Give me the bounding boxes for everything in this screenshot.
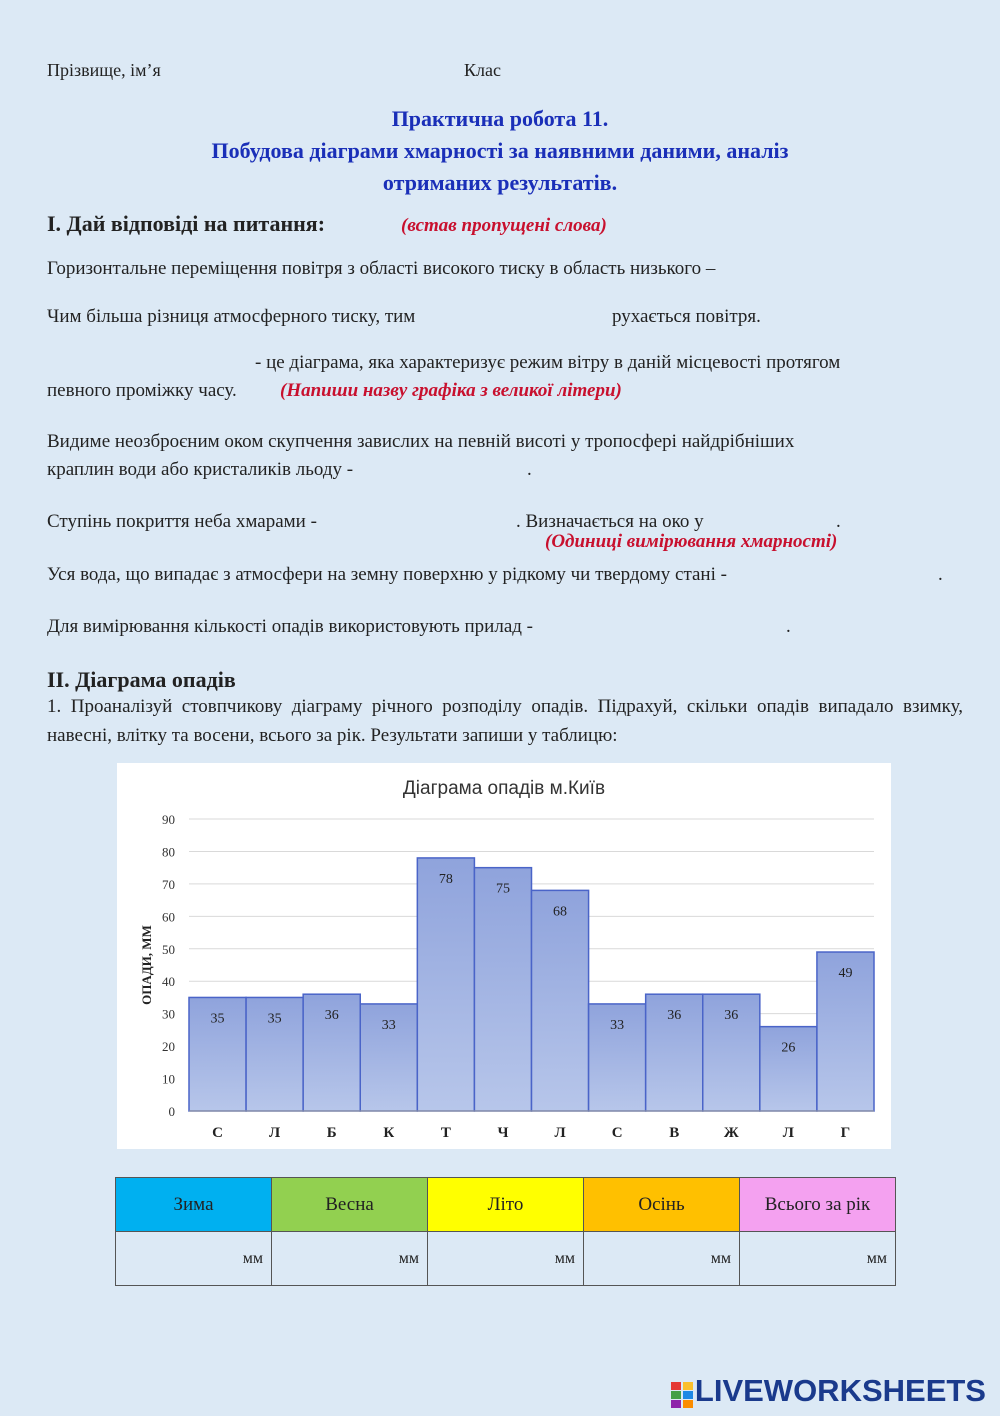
y-tick-label: 70 [162,876,175,892]
section1-heading: І. Дай відповіді на питання: [47,211,326,236]
season-header-4: Всього за рік [740,1178,896,1232]
y-tick-label: 10 [162,1071,175,1087]
bar-value-label: 75 [495,881,510,897]
x-tick-label: Л [782,1125,794,1141]
page-title: Практична робота 11. [391,106,609,131]
liveworksheets-icon [671,1380,693,1406]
precipitation-chart-svg [117,763,891,1149]
section2-task: 1. Проаналізуй стовпчикову діаграму річного розподілу опадів. Підрахуй, скільки опадів випадало взимку, навесні, влітку та восени, всього за рік. Результати запиши у таблицю: [47,696,963,746]
question-4-end: . [527,459,532,480]
question-7-end: . [786,616,791,637]
y-tick-label: 80 [162,844,175,860]
answer-2-input[interactable] [487,305,609,329]
season-header-2: Літо [428,1178,584,1232]
season-value-input[interactable] [139,1249,243,1269]
season-header-0: Зима [116,1178,272,1232]
bar-value-label: 49 [838,966,853,982]
question-5-hint: (Одиниці вимірювання хмарності) [545,531,838,552]
question-6-end: . [938,564,943,585]
x-tick-label: С [611,1125,623,1141]
season-table [115,1177,896,1286]
chart-title: Діаграма опадів м.Київ [402,778,606,799]
bar [474,868,531,1111]
name-label: Прізвище, ім’я [47,60,161,80]
x-tick-label: Б [326,1125,337,1141]
season-value-input[interactable] [763,1249,867,1269]
question-2b: рухається повітря. [612,306,761,327]
x-tick-label: С [212,1125,223,1141]
page-title-line3: отриманих результатів. [382,170,618,195]
question-5a: Ступінь покриття неба хмарами - [47,511,317,532]
bar-value-label: 26 [781,1040,796,1056]
x-tick-label: В [669,1125,680,1141]
season-value-input[interactable] [607,1249,711,1269]
bar-value-label: 36 [667,1008,682,1024]
unit-label: мм [398,1249,419,1267]
season-table-inputs [116,1232,896,1286]
y-tick-label: 90 [162,812,175,827]
bar-value-label: 33 [381,1017,396,1033]
y-tick-label: 0 [168,1104,175,1119]
liveworksheets-logo [671,1373,986,1409]
season-table-header [116,1178,896,1232]
unit-label: мм [866,1249,887,1267]
y-tick-label: 40 [162,974,175,990]
y-tick-label: 20 [162,1039,175,1055]
question-4b: краплин води або кристаликів льоду - [47,459,354,480]
season-cell-3[interactable] [584,1232,740,1286]
answer-6-input[interactable] [843,563,939,587]
class-input[interactable] [520,58,644,82]
bar-value-label: 33 [610,1017,625,1033]
question-2a: Чим більша різниця атмосферного тиску, тим [47,306,416,327]
bar-value-label: 36 [324,1008,339,1024]
answer-5a-input[interactable] [368,510,517,534]
unit-label: мм [242,1249,263,1267]
unit-label: мм [554,1249,575,1267]
question-3a: - це діаграма, яка характеризує режим вітру в даній місцевості протягом [255,352,841,373]
answer-7-input[interactable] [622,615,786,639]
x-tick-label: Ч [497,1125,509,1141]
section1-hint: (встав пропущені слова) [401,215,607,236]
question-1: Горизонтальне переміщення повітря з області високого тиску в область низького – [47,258,716,279]
bar-value-label: 78 [438,871,453,887]
y-tick-label: 50 [162,941,175,957]
unit-label: мм [710,1249,731,1267]
y-axis-label: ОПАДИ, ММ [139,925,154,1005]
logo-text: LIVEWORKSHEETS [694,1373,986,1408]
name-input[interactable] [200,58,444,82]
question-6: Уся вода, що випадає з атмосфери на земну поверхню у рідкому чи твердому стані - [47,564,727,585]
section2-heading: ІІ. Діаграма опадів [47,667,236,692]
season-cell-2[interactable] [428,1232,584,1286]
x-tick-label: Т [440,1125,451,1141]
season-header-3: Осінь [584,1178,740,1232]
question-7: Для вимірювання кількості опадів використовують прилад - [47,616,534,637]
question-3-hint: (Напиши назву графіка з великої літери) [280,380,622,401]
bar [417,858,474,1111]
question-4a: Видиме неозброєним оком скупчення завислих на певній висоті у тропосфері найдрібніших [47,431,795,452]
season-header-1: Весна [272,1178,428,1232]
x-tick-label: Г [840,1125,851,1141]
bar-value-label: 35 [210,1011,225,1027]
question-3b: певного проміжку часу. [47,380,237,401]
x-tick-label: Л [554,1125,566,1141]
season-cell-0[interactable] [116,1232,272,1286]
bar-value-label: 68 [553,904,568,920]
answer-1-input[interactable] [835,258,989,282]
y-tick-label: 60 [162,909,175,925]
bar-value-label: 36 [724,1008,739,1024]
season-cell-1[interactable] [272,1232,428,1286]
bar-value-label: 35 [267,1011,282,1027]
page-title-line2: Побудова діаграми хмарності за наявними даними, аналіз [211,138,789,163]
precipitation-chart [117,763,891,1149]
answer-4-input[interactable] [412,458,528,482]
season-cell-4[interactable] [740,1232,896,1286]
x-tick-label: Л [269,1125,281,1141]
x-tick-label: Ж [723,1125,739,1141]
question-5-end: . [836,511,841,532]
y-tick-label: 30 [162,1006,175,1022]
x-tick-label: К [383,1125,395,1141]
question-5b: . Визначається на око у [516,511,704,532]
answer-3-input[interactable] [47,351,251,375]
season-value-input[interactable] [295,1249,399,1269]
bar [532,890,589,1111]
season-value-input[interactable] [451,1249,555,1269]
bar [760,1027,817,1111]
class-label: Клас [464,60,501,80]
